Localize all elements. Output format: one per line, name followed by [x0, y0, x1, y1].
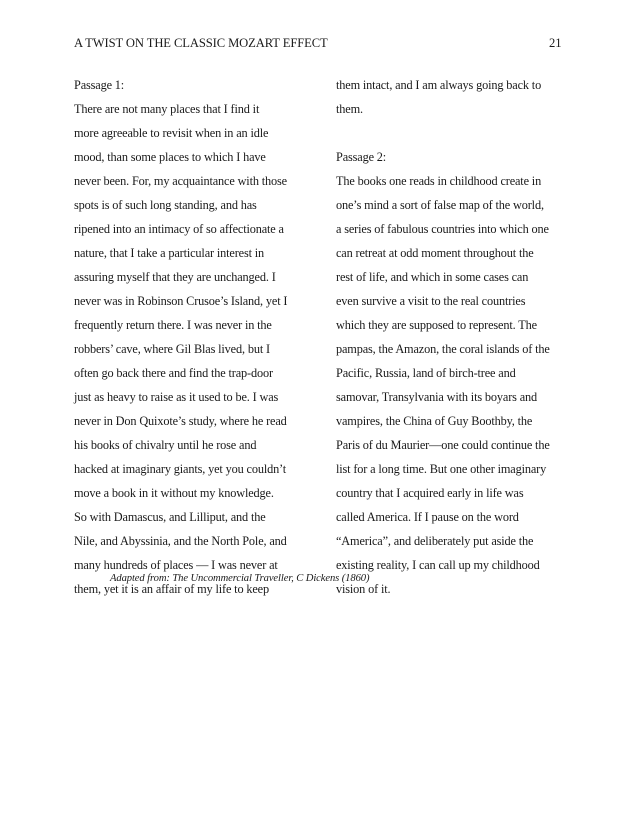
right-column: [336, 73, 568, 601]
text-line: vampires, the China of Guy Boothby, the: [336, 414, 533, 428]
text-line: which they are supposed to represent. The: [336, 318, 537, 332]
text-line: never was in Robinson Crusoe’s Island, yet I: [74, 294, 288, 308]
text-line: never been. For, my acquaintance with those: [74, 174, 287, 188]
text-line: them, yet it is an affair of my life to keep: [74, 582, 269, 596]
paragraph-break: [336, 121, 568, 145]
text-line: spots is of such long standing, and has: [74, 198, 257, 212]
text-line: many hundreds of places — I was never at: [74, 558, 278, 572]
text-line: one’s mind a sort of false map of the world,: [336, 198, 544, 212]
text-line: rest of life, and which in some cases can: [336, 270, 529, 284]
text-line: robbers’ cave, where Gil Blas lived, but I: [74, 342, 270, 356]
text-line: Paris of du Maurier—one could continue the: [336, 438, 550, 452]
text-line: mood, than some places to which I have: [74, 150, 266, 164]
passage-1-label: Passage 1:: [74, 78, 125, 92]
text-line: Nile, and Abyssinia, and the North Pole, and: [74, 534, 287, 548]
text-line: more agreeable to revisit when in an idle: [74, 126, 269, 140]
text-line: his books of chivalry until he rose and: [74, 438, 257, 452]
text-line: them.: [336, 102, 363, 116]
text-line: them intact, and I am always going back to: [336, 78, 542, 92]
text-line: even survive a visit to the real countries: [336, 294, 526, 308]
text-line: often go back there and find the trap-door: [74, 366, 273, 380]
page-number: 21: [549, 36, 562, 50]
passage-2-label: Passage 2:: [336, 150, 387, 164]
text-line: hacked at imaginary giants, yet you couldn’t: [74, 462, 287, 476]
left-column: [74, 73, 306, 601]
text-line: nature, that I take a particular interest in: [74, 246, 265, 260]
text-line: can retreat at odd moment throughout the: [336, 246, 534, 260]
text-line: frequently return there. I was never in the: [74, 318, 272, 332]
text-line: “America”, and deliberately put aside the: [336, 534, 534, 548]
text-line: list for a long time. But one other imaginary: [336, 462, 547, 476]
text-line: vision of it.: [336, 582, 391, 596]
text-line: a series of fabulous countries into which one: [336, 222, 549, 236]
text-line: So with Damascus, and Lilliput, and the: [74, 510, 266, 524]
text-line: pampas, the Amazon, the coral islands of the: [336, 342, 550, 356]
text-line: The books one reads in childhood create in: [336, 174, 542, 188]
source-citation: Adapted from: The Uncommercial Traveller, C Dickens (1860): [110, 573, 370, 584]
text-line: country that I acquired early in life was: [336, 486, 524, 500]
text-line: There are not many places that I find it: [74, 102, 260, 116]
text-line: just as heavy to raise as it used to be. I was: [74, 390, 279, 404]
text-line: never in Don Quixote’s study, where he read: [74, 414, 287, 428]
text-line: samovar, Transylvania with its boyars and: [336, 390, 538, 404]
text-line: move a book in it without my knowledge.: [74, 486, 274, 500]
text-line: called America. If I pause on the word: [336, 510, 519, 524]
running-head: A TWIST ON THE CLASSIC MOZART EFFECT: [74, 36, 328, 50]
text-line: existing reality, I can call up my childhood: [336, 558, 540, 572]
text-line: Pacific, Russia, land of birch-tree and: [336, 366, 516, 380]
text-line: ripened into an intimacy of so affectionate a: [74, 222, 284, 236]
text-line: assuring myself that they are unchanged. I: [74, 270, 276, 284]
